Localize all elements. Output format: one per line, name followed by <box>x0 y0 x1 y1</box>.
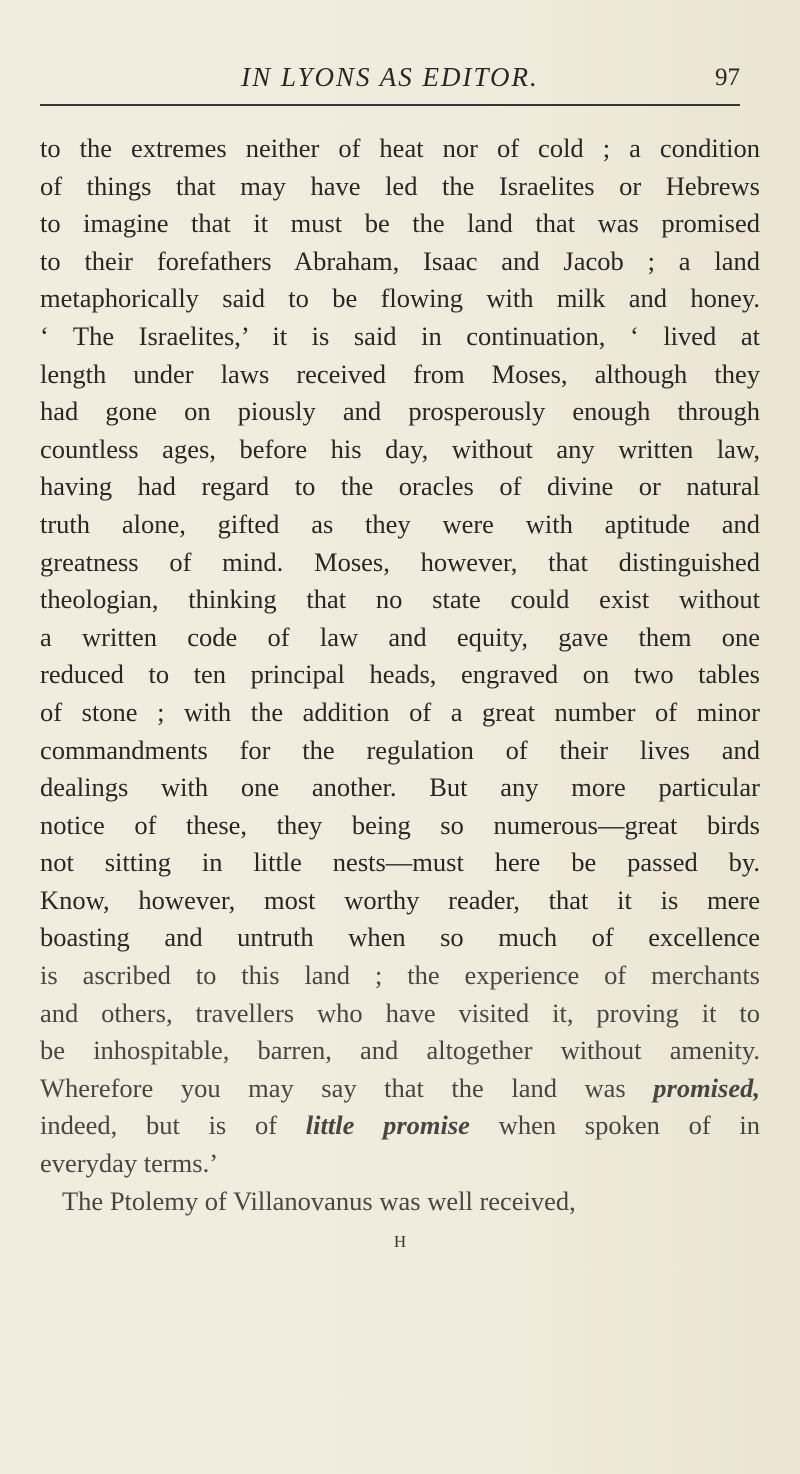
text-line-with-italic <box>40 1070 760 1108</box>
text-line: theologian, thinking that no state could exist without <box>40 584 760 615</box>
text-line: everyday terms.’ <box>40 1148 219 1179</box>
text-line: metaphorically said to be flowing with milk and honey. <box>40 283 760 314</box>
text-line: be inhospitable, barren, and altogether without amenity. <box>40 1035 760 1066</box>
text-line: to the extremes neither of heat nor of cold ; a condition <box>40 133 760 163</box>
paragraph-start-line: The Ptolemy of Villanovanus was well received, <box>62 1185 576 1216</box>
body-text <box>40 130 760 1220</box>
text-line: ‘ The Israelites,’ it is said in continuation, ‘ lived at <box>40 320 760 351</box>
page-number: 97 <box>715 64 740 91</box>
text-line: length under laws received from Moses, although they <box>40 358 760 389</box>
text-line: a written code of law and equity, gave them one <box>40 621 760 652</box>
italic-text: little promise <box>305 1110 470 1141</box>
italic-text: promised, <box>653 1072 760 1103</box>
running-title: IN LYONS AS EDITOR. <box>241 62 539 92</box>
text-line: greatness of mind. Moses, however, that distinguished <box>40 546 760 577</box>
text-line: countless ages, before his day, without any written law, <box>40 433 760 464</box>
running-head <box>40 62 740 98</box>
text-line: to their forefathers Abraham, Isaac and Jacob ; a land <box>40 245 760 276</box>
text-line: dealings with one another. But any more particular <box>40 772 760 803</box>
text-line: of stone ; with the addition of a great number of minor <box>40 696 760 727</box>
text-run: when spoken of in <box>469 1110 761 1141</box>
text-line: boasting and untruth when so much of excellence <box>40 922 760 953</box>
text-line: having had regard to the oracles of divine or natural <box>40 471 760 502</box>
text-run: Wherefore you may say that the land was <box>40 1072 654 1103</box>
text-line: notice of these, they being so numerous—great birds <box>40 809 760 840</box>
text-line: truth alone, gifted as they were with aptitude and <box>40 508 760 539</box>
text-line: to imagine that it must be the land that was promised <box>40 208 760 239</box>
text-line: had gone on piously and prosperously enough through <box>40 396 760 427</box>
text-line: reduced to ten principal heads, engraved on two tables <box>40 659 760 690</box>
header-rule <box>40 104 740 106</box>
text-line: and others, travellers who have visited it, proving it to <box>40 997 760 1028</box>
text-line: Know, however, most worthy reader, that it is mere <box>40 884 760 915</box>
text-line: not sitting in little nests—must here be passed by. <box>40 847 760 878</box>
signature-mark: H <box>393 1232 407 1251</box>
text-line: of things that may have led the Israelites or Hebrews <box>40 170 760 201</box>
text-line: is ascribed to this land ; the experience of merchants <box>40 960 760 991</box>
text-run: indeed, but is of <box>40 1110 306 1141</box>
text-line-with-italic <box>40 1107 760 1145</box>
text-line: commandments for the regulation of their lives and <box>40 734 760 765</box>
